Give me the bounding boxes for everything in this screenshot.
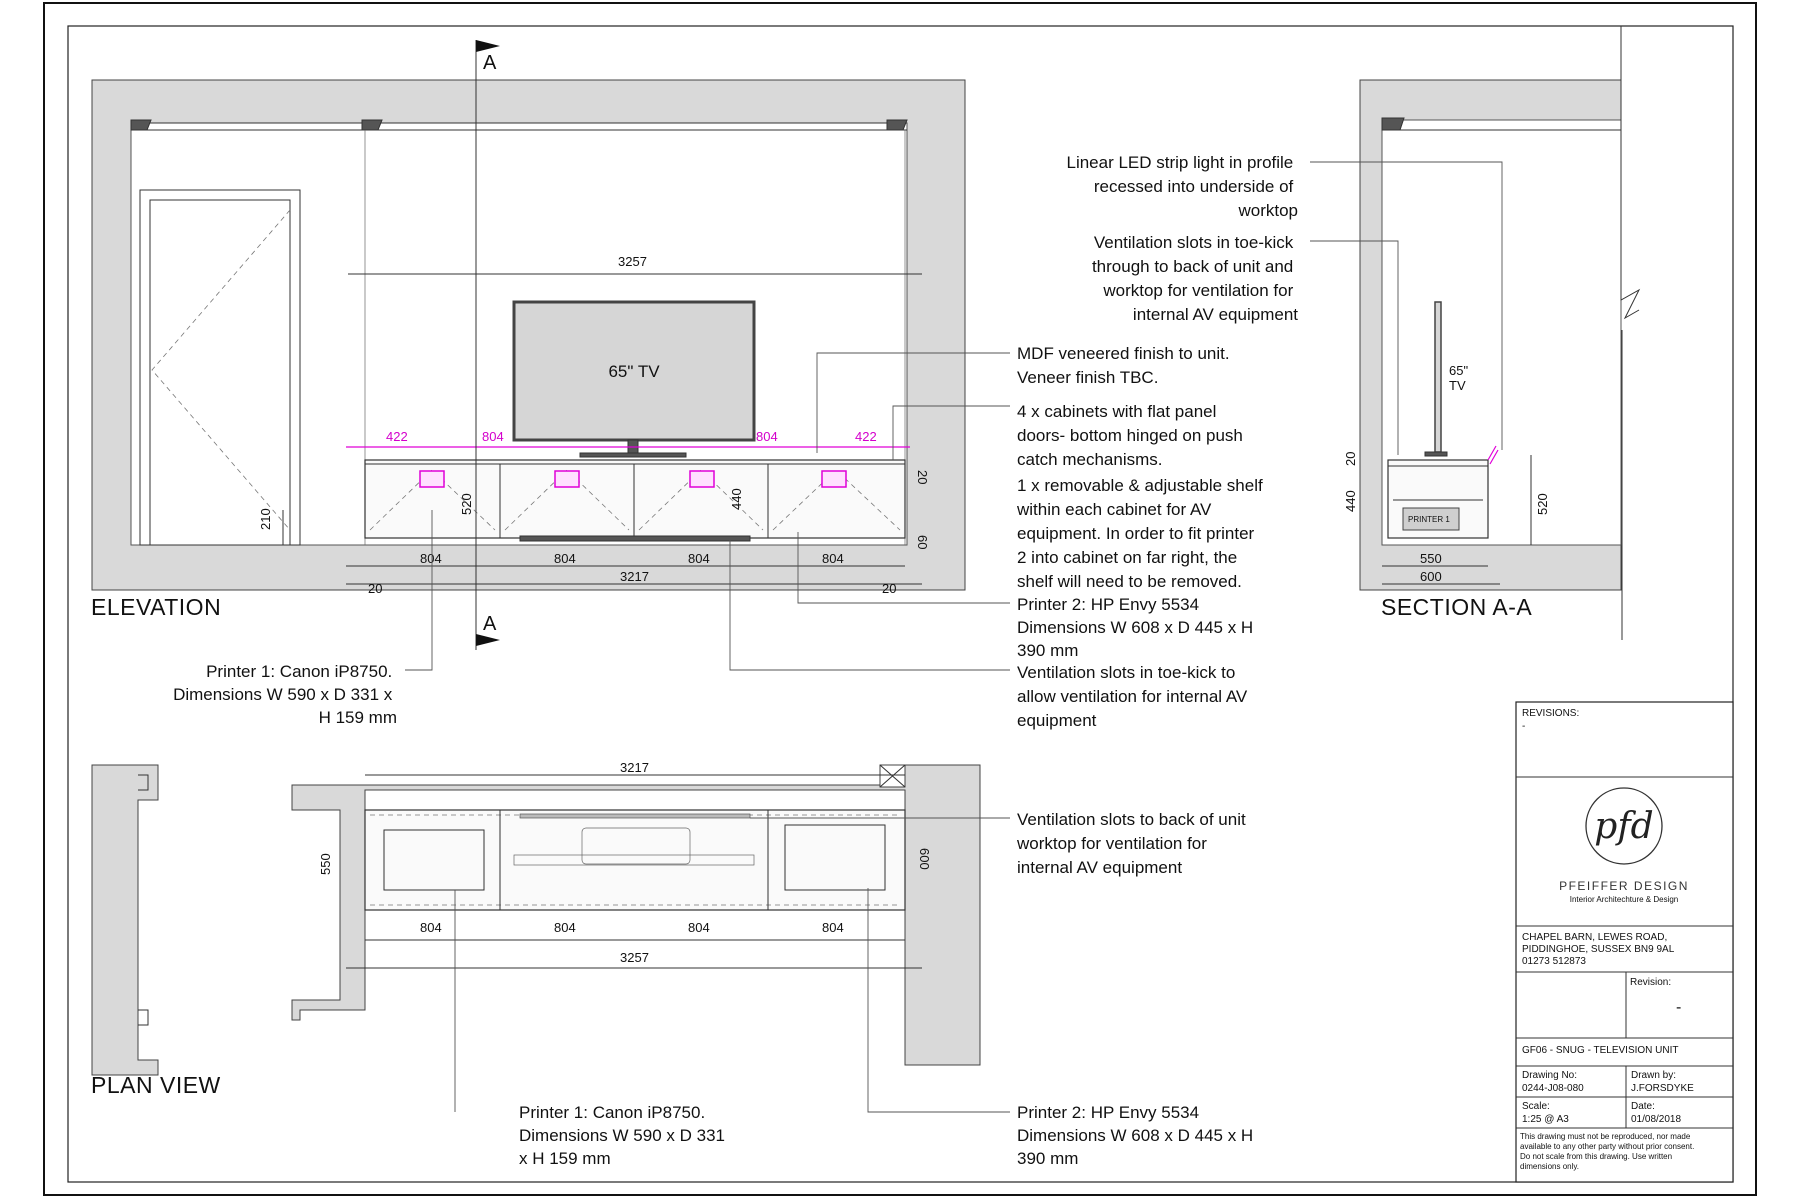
tb-revisions-value: -: [1522, 721, 1526, 732]
tb-revision-label: Revision:: [1630, 977, 1672, 988]
plan-depth-right: 600: [917, 848, 932, 870]
socket-3: [690, 471, 714, 487]
note-vent-allow: Ventilation slots in toe-kick to allow ventilation for internal AV equipment: [1017, 663, 1248, 730]
left-gap-dim: 20: [368, 581, 383, 596]
tb-company: PFEIFFER DESIGN: [1559, 879, 1689, 893]
note-plan-printer1: Printer 1: Canon iP8750. Dimensions W 590 x D 331 x H 159 mm: [519, 1103, 725, 1168]
section-dim-top: 20: [1343, 451, 1358, 466]
pink-width-2: 804: [482, 429, 504, 444]
pink-width-4: 422: [855, 429, 877, 444]
plan-view: [91, 760, 980, 1098]
socket-2: [555, 471, 579, 487]
tb-revisions-label: REVISIONS:: [1522, 708, 1580, 719]
overall-width-dim: 3257: [618, 254, 647, 269]
tb-tagline: Interior Architechture & Design: [1569, 895, 1679, 904]
title-block: [1516, 702, 1733, 1182]
note-printer2: Printer 2: HP Envy 5534 Dimensions W 608 x D 445 x H 390 mm: [1017, 595, 1254, 660]
plan-cab-width-1: 804: [420, 920, 442, 935]
section-depth-outer: 600: [1420, 569, 1442, 584]
tb-scale: 1:25 @ A3: [1522, 1114, 1569, 1125]
plan-depth-left: 550: [318, 853, 333, 875]
note-plan-vent: Ventilation slots to back of unit worktop for ventilation for internal AV equipment: [1017, 810, 1246, 877]
tb-logo: pfd: [1594, 806, 1654, 847]
tb-drawn-by: J.FORSDYKE: [1631, 1083, 1694, 1094]
plan-cab-width-4: 804: [822, 920, 844, 935]
tv-label: 65" TV: [608, 362, 660, 381]
cabinet-height-dim: 440: [729, 488, 744, 510]
socket-1: [420, 471, 444, 487]
note-cabinets: 4 x cabinets with flat panel doors- bottom hinged on push catch mechanisms.: [1017, 402, 1243, 469]
elevation-view: [91, 80, 965, 620]
tb-revision-value: -: [1676, 999, 1682, 1016]
section-tv-stand: [1425, 452, 1447, 456]
break-line: [1621, 26, 1639, 640]
section-title: SECTION A-A: [1381, 594, 1533, 620]
note-plan-printer2: Printer 2: HP Envy 5534 Dimensions W 608 x D 445 x H 390 mm: [1017, 1103, 1254, 1168]
cut-arrow-top: [476, 40, 500, 52]
plinth-dim: 60: [915, 535, 930, 550]
door-dim: 210: [258, 508, 273, 530]
section-dim-total: 520: [1535, 493, 1550, 515]
pink-width-1: 422: [386, 429, 408, 444]
section-tv: [1435, 302, 1441, 452]
note-led: Linear LED strip light in profile recessed into underside of worktop: [1066, 153, 1298, 220]
plan-vent-slot: [520, 814, 750, 818]
plan-title: PLAN VIEW: [91, 1072, 221, 1098]
note-mdf: MDF veneered finish to unit. Veneer finish TBC.: [1017, 344, 1230, 387]
right-gap-dim: 20: [882, 581, 897, 596]
cut-arrow-bottom: [476, 634, 500, 646]
section-tv-label-1: 65": [1449, 363, 1469, 378]
section-view: [1343, 26, 1639, 640]
section-dim-cab: 440: [1343, 490, 1358, 512]
elev-cab-width-2: 804: [554, 551, 576, 566]
section-tv-label-2: TV: [1449, 378, 1466, 393]
tb-disclaimer: This drawing must not be reproduced, nor made available to any other party without prior consent. Do not scale from this drawing. Use written dimensions only.: [1520, 1132, 1695, 1171]
tb-address: CHAPEL BARN, LEWES ROAD, PIDDINGHOE, SUSSEX BN9 9AL 01273 512873: [1522, 932, 1674, 967]
tv-stand: [580, 453, 686, 457]
tb-date-label: Date:: [1631, 1101, 1655, 1112]
note-shelf: 1 x removable & adjustable shelf within each cabinet for AV equipment. In order to fit printer 2 into cabinet on far right, the shelf will need to be removed.: [1017, 476, 1263, 591]
socket-4: [822, 471, 846, 487]
section-depth-inner: 550: [1420, 551, 1442, 566]
plan-bottom-width: 3257: [620, 950, 649, 965]
plan-cab-width-2: 804: [554, 920, 576, 935]
section-cornice: [1382, 118, 1404, 130]
cut-label-top: A: [483, 52, 497, 74]
elev-cab-width-4: 804: [822, 551, 844, 566]
tb-drawing-no: 0244-J08-080: [1522, 1083, 1584, 1094]
elevation-title: ELEVATION: [91, 594, 222, 620]
tb-date: 01/08/2018: [1631, 1114, 1682, 1125]
unit-width-dim: 3217: [620, 569, 649, 584]
elev-cab-width-1: 804: [420, 551, 442, 566]
plan-top-width: 3217: [620, 760, 649, 775]
pink-width-3: 804: [756, 429, 778, 444]
tb-drawn-by-label: Drawn by:: [1631, 1070, 1677, 1081]
note-printer1: Printer 1: Canon iP8750. Dimensions W 590 x D 331 x H 159 mm: [173, 662, 397, 727]
tb-drawing-no-label: Drawing No:: [1522, 1070, 1578, 1081]
toe-kick-vent: [520, 536, 750, 541]
tb-project: GF06 - SNUG - TELEVISION UNIT: [1522, 1045, 1679, 1056]
plan-left-wall-details: [138, 775, 148, 1025]
unit-height-dim: 520: [459, 493, 474, 515]
elev-cab-width-3: 804: [688, 551, 710, 566]
cut-label-bottom: A: [483, 613, 497, 635]
section-printer-tag: PRINTER 1: [1408, 515, 1450, 524]
note-vent-toe: Ventilation slots in toe-kick through to back of unit and worktop for ventilation for internal AV equipment: [1091, 233, 1298, 324]
plan-cab-width-3: 804: [688, 920, 710, 935]
tb-scale-label: Scale:: [1522, 1101, 1550, 1112]
plan-left-wall: [92, 765, 158, 1075]
top-offset-dim: 20: [915, 470, 930, 485]
